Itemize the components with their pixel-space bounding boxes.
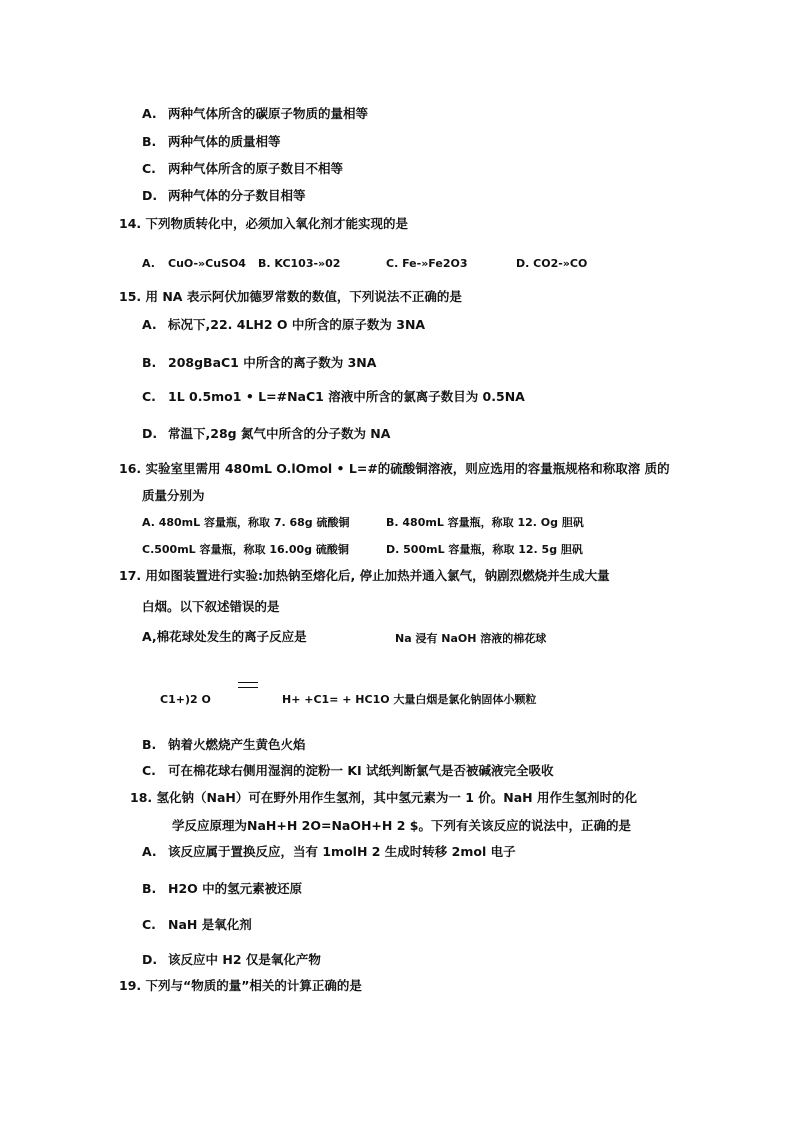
option-label: D. [142,426,158,441]
q15-option-d [142,426,390,442]
option-label: A. [142,257,155,270]
q16-option-d: D. 500mL 容量瓶，称取 12. 5g 胆矾 [386,543,583,556]
q18-option-d [142,952,321,968]
option-label: C. [142,161,156,176]
option-text: CO2-»CO [533,257,588,270]
q18-option-b [142,881,302,897]
option-text: 208gBaC1 中所含的离子数为 3NA [168,355,377,370]
q13-option-a [142,106,368,122]
q13-option-b [142,134,281,150]
option-text: 可在棉花球右侧用湿润的淀粉一 KI 试纸判断氯气是否被碱液完全吸收 [168,763,554,778]
option-label: B. [142,881,157,896]
equals-bar [238,682,258,688]
q17-stem-line1: 17. 用如图装置进行实验:加热钠至熔化后, 停止加热并通入氯气，钠剧烈燃烧并生成大量 [119,568,610,583]
option-text: KC103-»02 [274,257,341,270]
q17-option-c [142,763,554,779]
q17-diagram-label: Na 浸有 NaOH 溶液的棉花球 [395,632,547,645]
option-text: 该反应中 H2 仅是氧化产物 [168,952,321,967]
q17-option-a: A,棉花球处发生的离子反应是 [142,629,307,644]
q19-stem: 19. 下列与“物质的量”相关的计算正确的是 [119,978,362,993]
option-label: A. [142,844,157,859]
option-text: 两种气体所含的碳原子物质的量相等 [168,106,369,121]
q18-stem-line2: 学反应原理为NaH+H 2O=NaOH+H 2 $。下列有关该反应的说法中，正确的是 [172,818,631,833]
q14-option-a [142,256,246,272]
q15-option-a [142,317,425,333]
option-text: 两种气体所含的原子数目不相等 [168,161,344,176]
q13-option-d [142,188,306,204]
option-text: 两种气体的分子数目相等 [168,188,306,203]
q18-stem-line1: 18. 氢化钠（NaH）可在野外用作生氢剂，其中氢元素为一 1 价。NaH 用作生氢剂时的化 [130,790,637,805]
q17-equation-left: C1+)2 O [160,693,211,706]
option-label: C. [142,763,156,778]
option-label: B. [142,355,157,370]
option-label: D. [142,188,158,203]
option-label: C. [142,917,156,932]
q16-stem-line2: 质量分别为 [142,488,205,503]
option-text: 两种气体的质量相等 [168,134,281,149]
option-text: Fe-»Fe2O3 [402,257,468,270]
option-label: B. [258,257,271,270]
q17-equation-right: H+ +C1= + HC1O 大量白烟是氯化钠固体小颗粒 [282,693,537,706]
option-text: NaH 是氧化剂 [168,917,252,932]
q16-option-a: A. 480mL 容量瓶，称取 7. 68g 硫酸铜 [142,516,350,529]
option-label: B. [142,134,157,149]
q18-option-a [142,844,516,860]
option-label: C. [386,257,399,270]
option-text: 钠着火燃烧产生黄色火焰 [168,737,306,752]
option-label: B. [142,737,157,752]
option-label: A. [142,317,157,332]
q15-option-b [142,355,376,371]
q16-stem-line1: 16. 实验室里需用 480mL O.lOmol • L=#的硫酸铜溶液，则应选用的容量瓶规格和称取溶 质的 [119,461,670,476]
q14-option-b [258,256,340,272]
option-text: 常温下,28g 氮气中所含的分子数为 NA [168,426,391,441]
q15-option-c [142,389,525,405]
option-text: CuO-»CuSO4 [168,257,246,270]
q18-option-c [142,917,252,933]
option-text: 标况下,22. 4LH2 O 中所含的原子数为 3NA [168,317,426,332]
q16-option-c: C.500mL 容量瓶，称取 16.00g 硫酸铜 [142,543,349,556]
q15-stem: 15. 用 NA 表示阿伏加德罗常数的数值，下列说法不正确的是 [119,289,462,304]
q14-option-c [386,256,468,272]
q14-stem: 14. 下列物质转化中，必须加入氧化剂才能实现的是 [119,216,408,231]
option-text: 1L 0.5mo1 • L=#NaC1 溶液中所含的氯离子数目为 0.5NA [168,389,525,404]
q14-option-d [516,256,587,272]
q17-stem-line2: 白烟。以下叙述错误的是 [142,599,280,614]
option-label: D. [142,952,158,967]
option-label: A. [142,106,157,121]
q16-option-b: B. 480mL 容量瓶，称取 12. Og 胆矾 [386,516,584,529]
option-text: 该反应属于置换反应，当有 1molH 2 生成时转移 2mol 电子 [168,844,516,859]
option-label: C. [142,389,156,404]
option-label: D. [516,257,530,270]
q13-option-c [142,161,343,177]
option-text: H2O 中的氢元素被还原 [168,881,303,896]
q17-option-b [142,737,306,753]
